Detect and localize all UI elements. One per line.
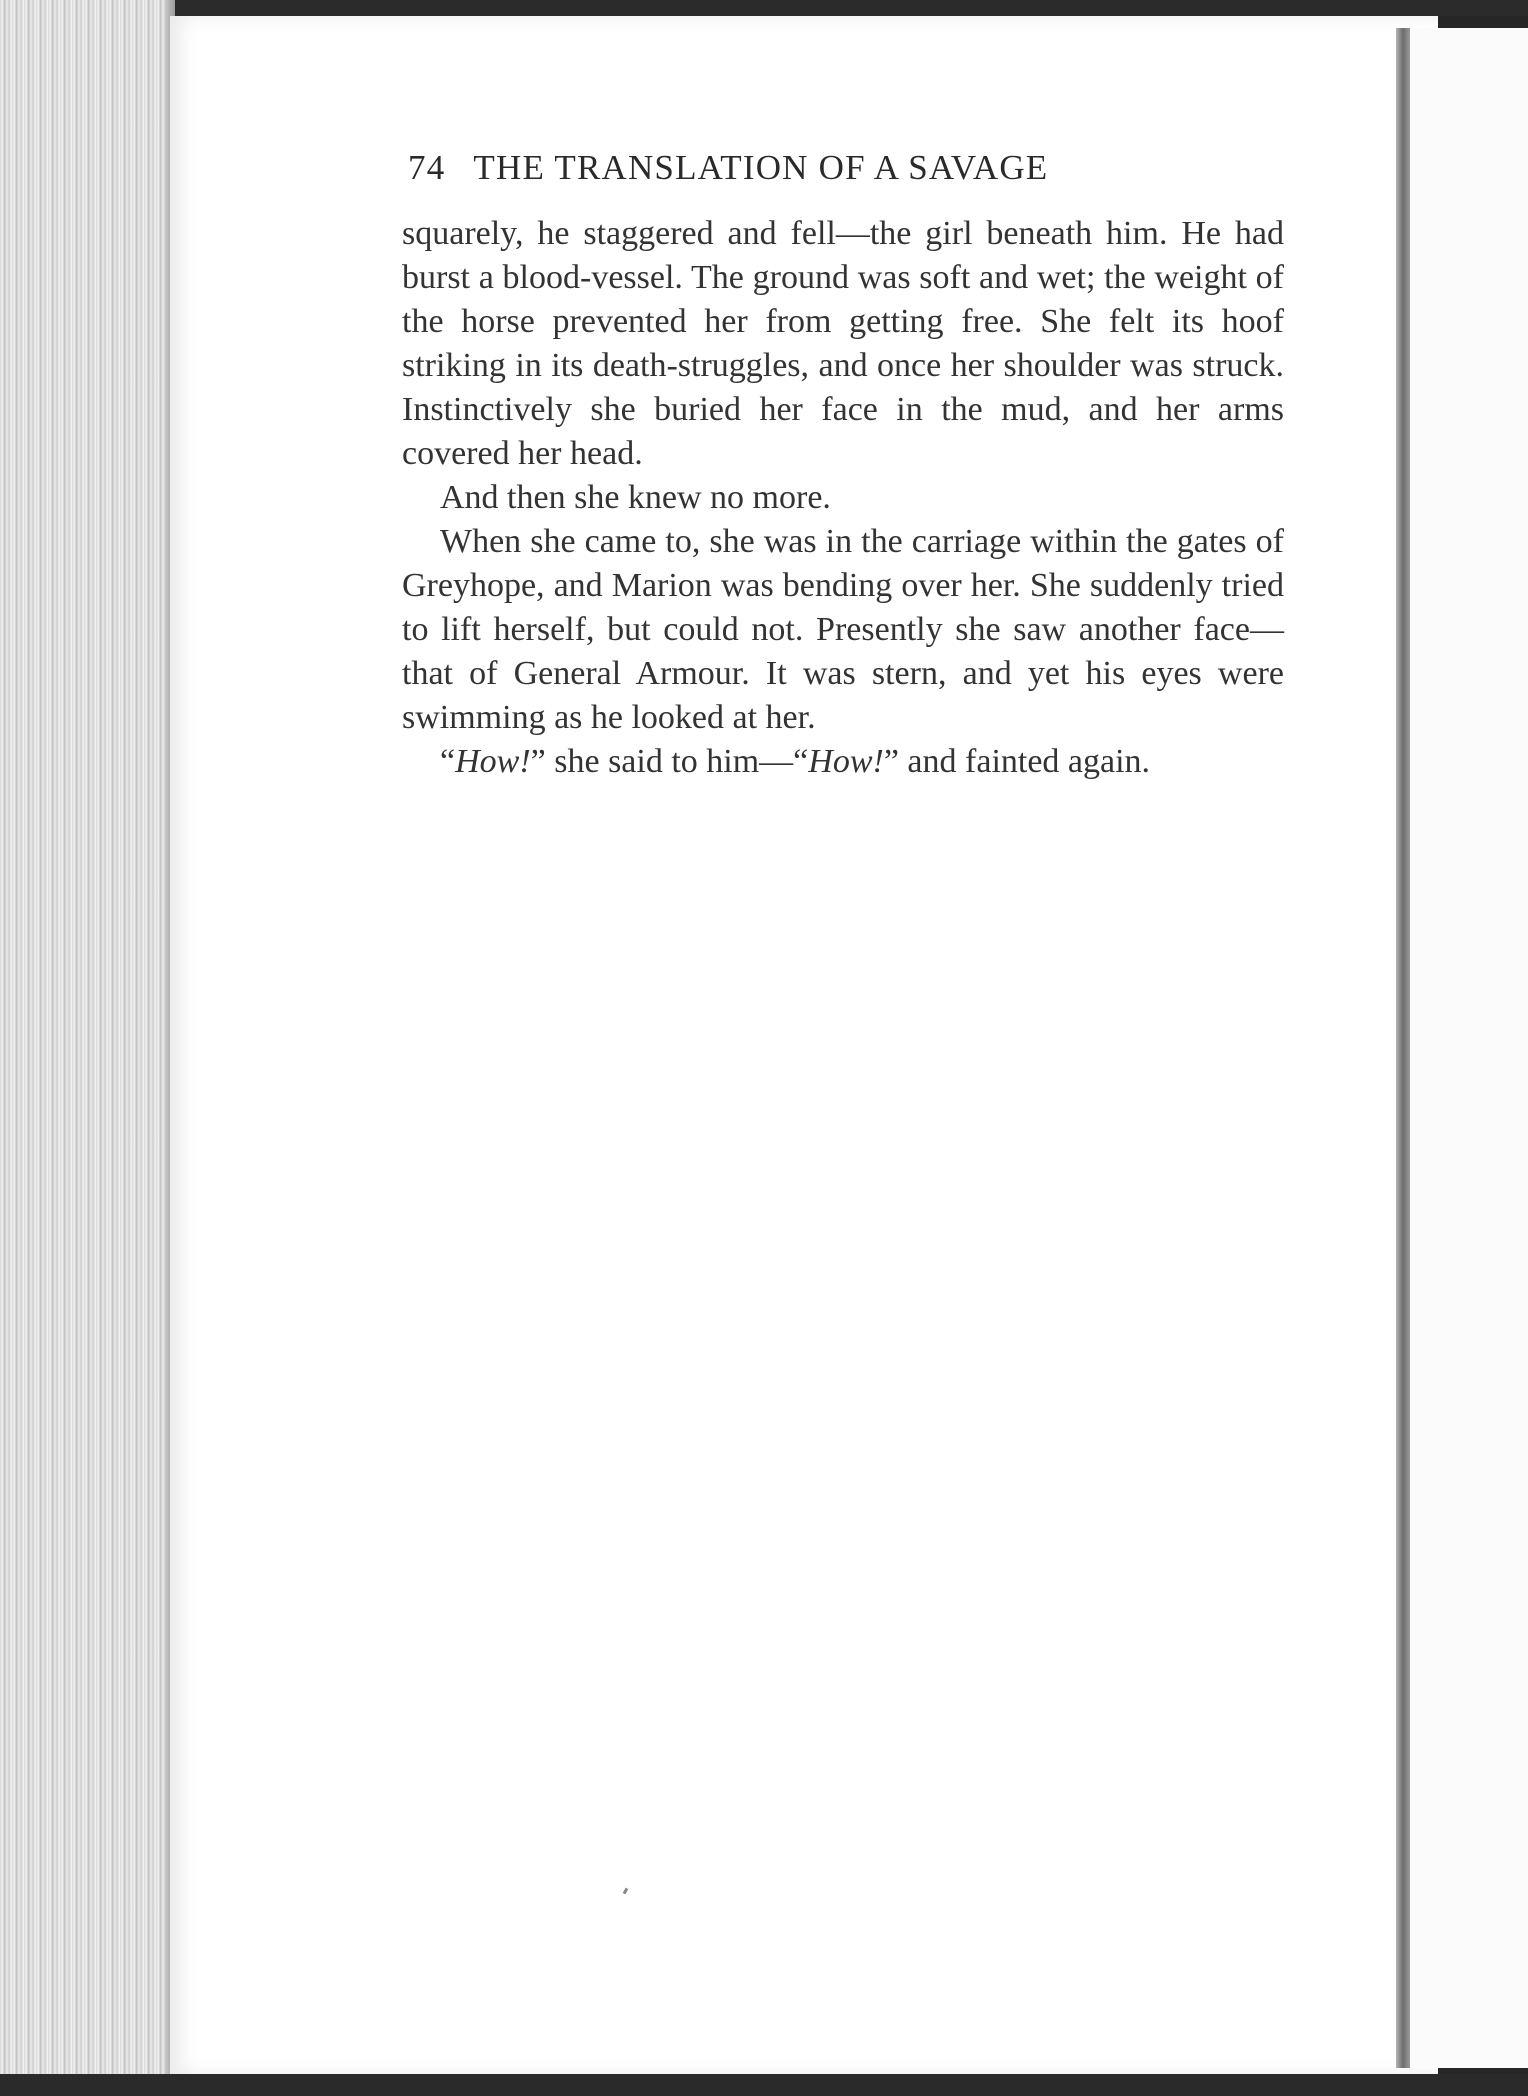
running-header bbox=[408, 148, 1288, 188]
paragraph: squarely, he staggered and fell—the girl beneath him. He had burst a blood-vessel. The ground was soft and wet; the weight of the horse prevented her from getting free. She felt its hoof striking in its death-struggles, and once her shoulder was struck. Instinctively she buried her face in the mud, and her arms covered her head. bbox=[402, 215, 1284, 472]
book-page-edges bbox=[0, 0, 175, 2096]
facing-page-edge bbox=[1410, 28, 1528, 2068]
italic-exclamation: How! bbox=[455, 743, 531, 780]
quote-mark: “ bbox=[440, 743, 456, 780]
dialogue-text: ” she said to him—“ bbox=[530, 743, 809, 780]
scan-bottom-border bbox=[0, 2074, 1528, 2096]
paragraph: And then she knew no more. bbox=[440, 479, 831, 516]
scan-top-border bbox=[0, 0, 1528, 16]
page-body-text bbox=[402, 212, 1284, 784]
paragraph-closing bbox=[402, 740, 1284, 784]
binding-gutter bbox=[1396, 28, 1410, 2068]
italic-exclamation: How! bbox=[808, 743, 884, 780]
paragraph: When she came to, she was in the carriage within the gates of Greyhope, and Marion was bending over her. She suddenly tried to lift herself, but could not. Presently she saw another face—that of General Armour. It was stern, and yet his eyes were swimming as he looked at her. bbox=[402, 523, 1284, 736]
book-title: THE TRANSLATION OF A SAVAGE bbox=[473, 148, 1049, 187]
dialogue-text: ” and fainted again. bbox=[883, 743, 1151, 780]
page-number: 74 bbox=[408, 148, 446, 187]
